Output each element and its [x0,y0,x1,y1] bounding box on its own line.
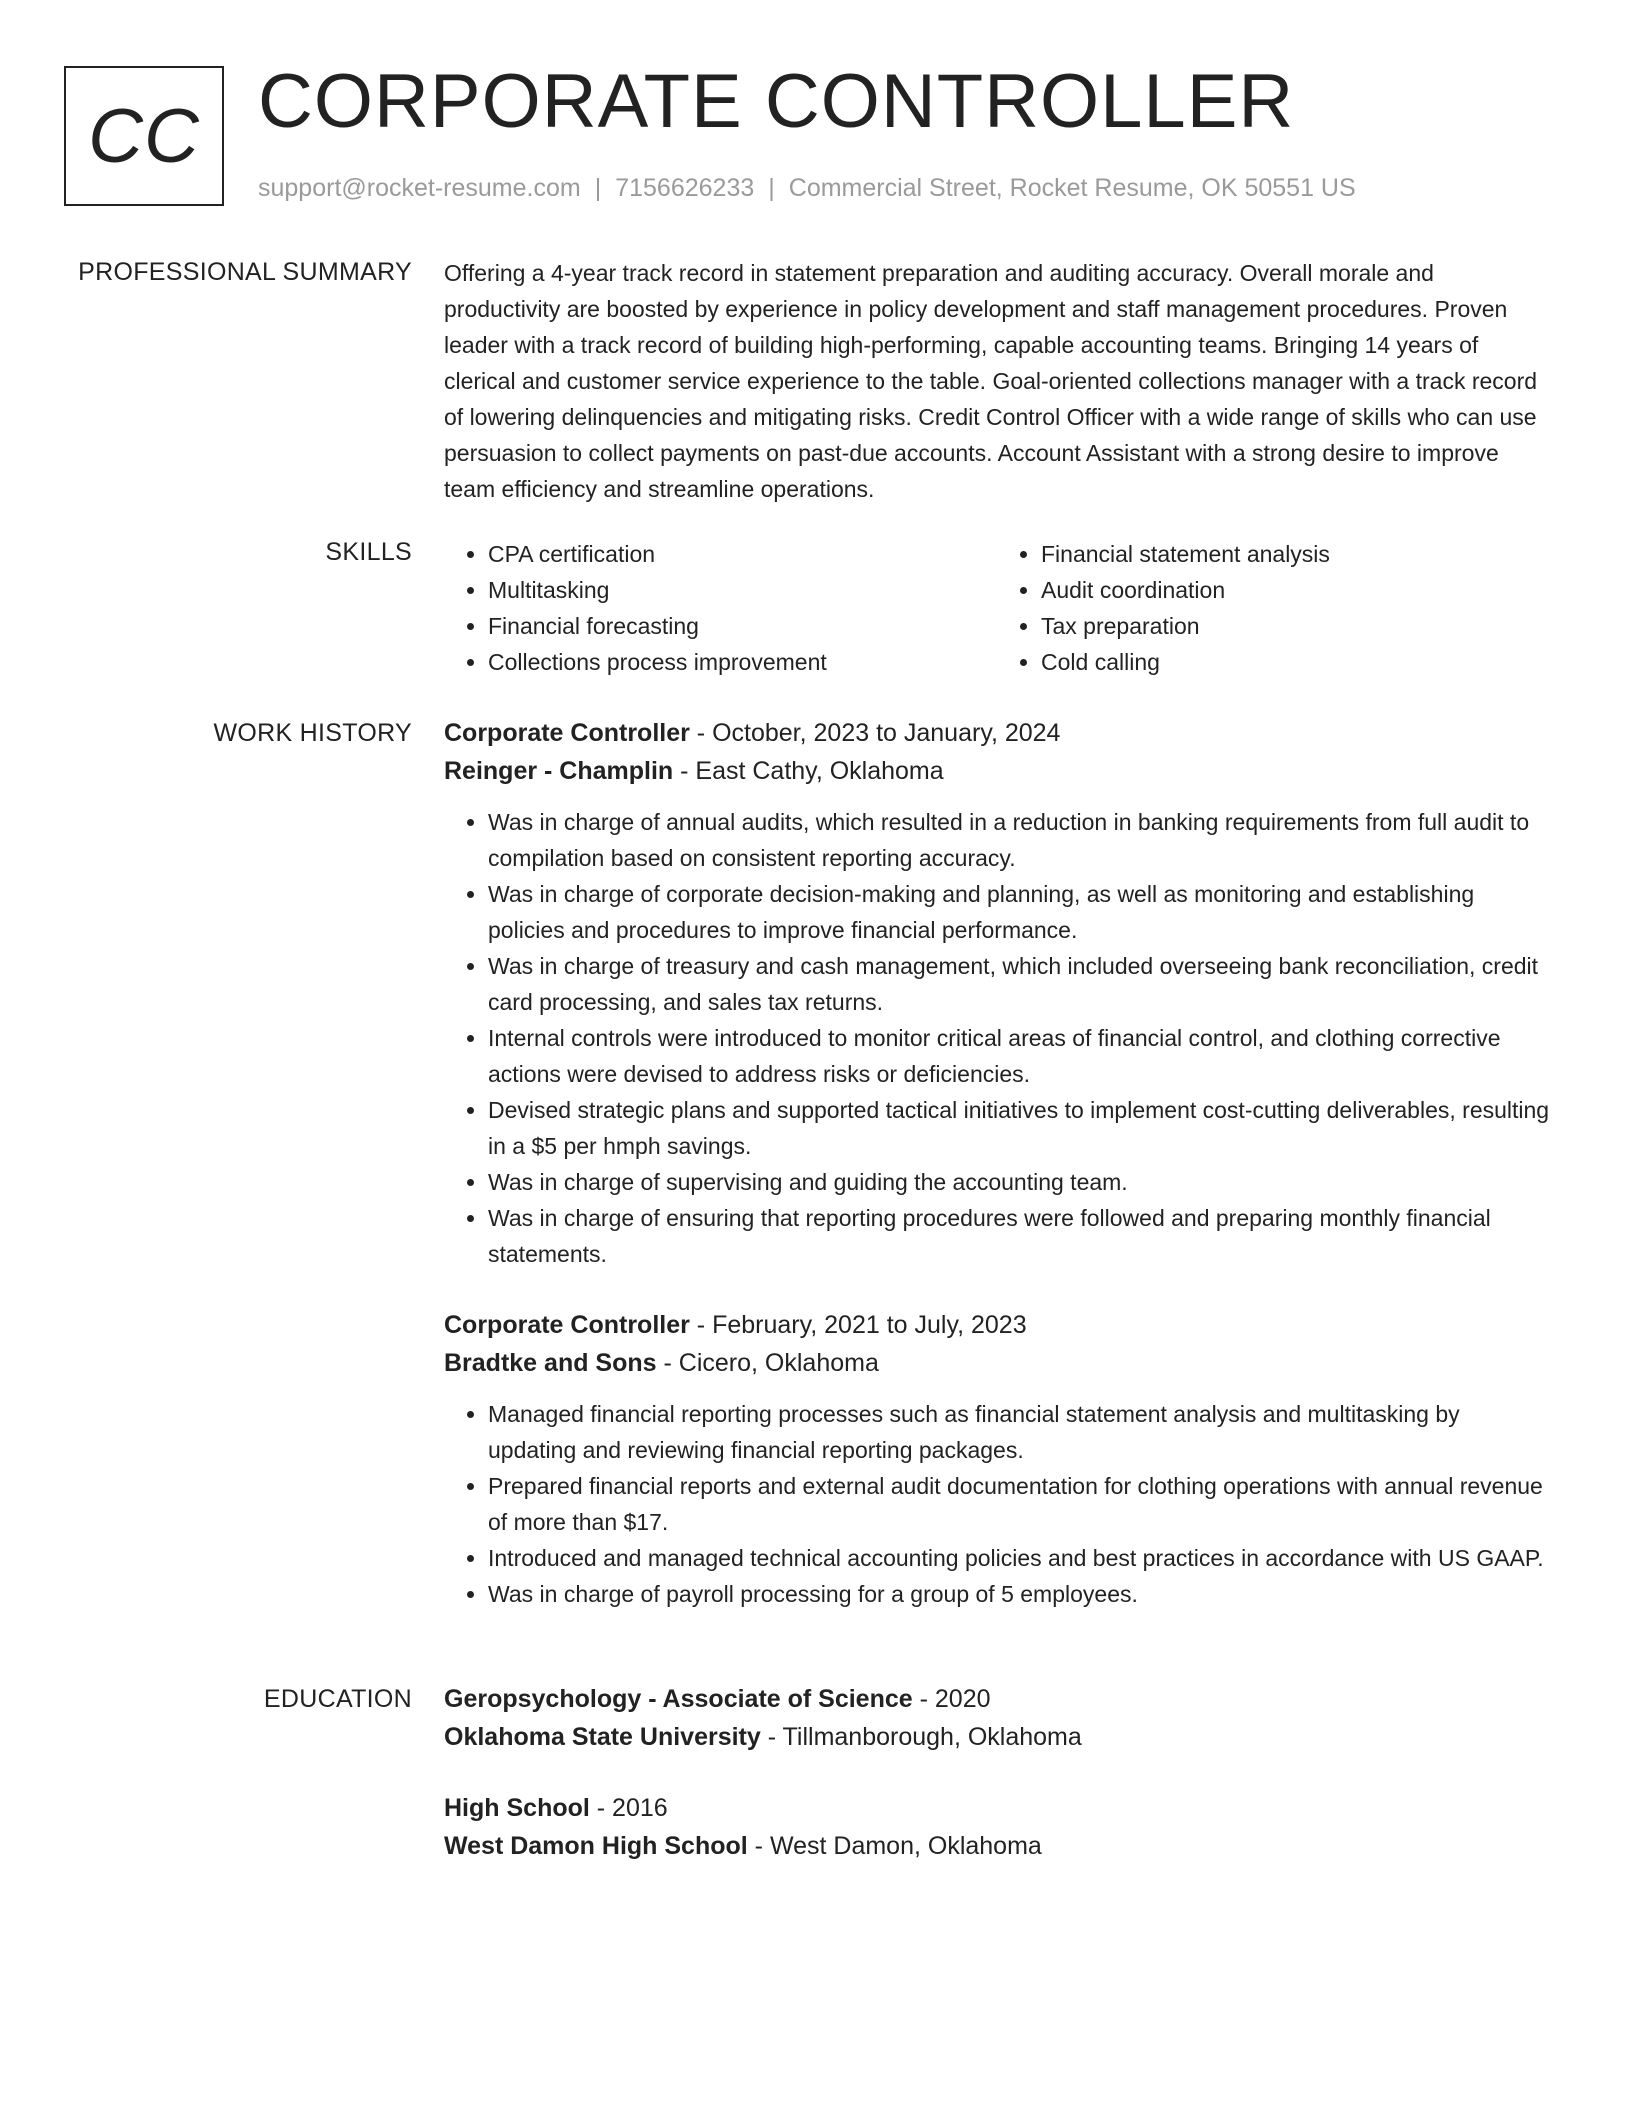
job-title: Corporate Controller [444,1311,690,1339]
skill-item: • Financial statement analysis [1041,536,1550,572]
job-dates: - February, 2021 to July, 2023 [689,1311,1027,1339]
job-bullet: • Managed financial reporting processes such as financial statement analysis and multitasking by updating and reviewing financial reporting packages. [488,1396,1550,1468]
contact-address: Commercial Street, Rocket Resume, OK 50551 US [788,174,1356,202]
skills-heading: SKILLS [325,538,412,566]
skill-item: • CPA certification [488,536,997,572]
education-entry [444,1680,1550,1756]
contact-line [258,174,1356,203]
skill-item: • Financial forecasting [488,608,997,644]
job-location: - East Cathy, Oklahoma [673,757,944,785]
education-school: Oklahoma State University [444,1723,761,1751]
contact-separator: | [594,174,602,202]
education-year: - 2020 [912,1685,991,1713]
skills-body [444,536,1550,680]
job-company-line [444,752,1550,790]
contact-phone: 7156626233 [615,174,755,202]
education-degree-line [444,1680,1550,1718]
job-title-line [444,714,1550,752]
job-bullet: • Was in charge of treasury and cash management, which included overseeing bank reconciliation, credit card processing, and sales tax returns. [488,948,1550,1020]
education-degree-line [444,1789,1550,1827]
skill-item: • Audit coordination [1041,572,1550,608]
education-school-line [444,1827,1550,1865]
job-bullet: • Devised strategic plans and supported tactical initiatives to implement cost-cutting deliverables, resulting in a $5 per hmph savings. [488,1092,1550,1164]
monogram-logo: CC [64,66,224,206]
summary-text: Offering a 4-year track record in statement preparation and auditing accuracy. Overall morale and productivity are boosted by experience in policy development and staff management procedures. Proven leader with a track record of building high-performing, capable accounting teams. Bringing 14 years of clerical and customer service experience to the table. Goal-oriented collections manager with a track record of lowering delinquencies and mitigating risks. Credit Control Officer with a wide range of skills who can use persuasion to collect payments on past-due accounts. Account Assistant with a strong desire to improve team efficiency and streamline operations. [444,260,1538,502]
job-bullet: • Was in charge of supervising and guiding the accounting team. [488,1164,1550,1200]
skill-item: • Multitasking [488,572,997,608]
job-bullet: • Was in charge of ensuring that reporting procedures were followed and preparing monthly financial statements. [488,1200,1550,1272]
job-title: Corporate Controller [444,719,690,747]
job-company: Reinger - Champlin [444,757,674,785]
education-degree: Geropsychology - Associate of Science [444,1685,913,1713]
summary-body [444,255,1550,507]
skills-grid [444,536,1550,680]
education-year: - 2016 [589,1794,668,1822]
education-heading: EDUCATION [263,1685,412,1713]
job-title-line [444,1306,1550,1344]
job-bullet: • Was in charge of corporate decision-making and planning, as well as monitoring and establishing policies and procedures to improve financial performance. [488,876,1550,948]
job-bullets [444,1396,1550,1612]
skill-item: • Collections process improvement [488,644,997,680]
summary-heading: PROFESSIONAL SUMMARY [78,258,412,286]
job-entry [444,714,1550,1272]
job-company: Bradtke and Sons [444,1349,657,1377]
job-entry [444,1306,1550,1612]
job-location: - Cicero, Oklahoma [656,1349,879,1377]
job-bullet: • Introduced and managed technical accounting policies and best practices in accordance with US GAAP. [488,1540,1550,1576]
skill-item: • Tax preparation [1041,608,1550,644]
skill-item: • Cold calling [1041,644,1550,680]
education-school: West Damon High School [444,1832,748,1860]
resume-name: CORPORATE CONTROLLER [258,59,1295,144]
education-entry [444,1789,1550,1865]
job-bullet: • Was in charge of payroll processing for a group of 5 employees. [488,1576,1550,1612]
job-bullet: • Prepared financial reports and external audit documentation for clothing operations with annual revenue of more than $17. [488,1468,1550,1540]
job-company-line [444,1344,1550,1382]
contact-separator: | [768,174,775,202]
contact-email: support@rocket-resume.com [258,174,581,202]
education-location: - Tillmanborough, Oklahoma [760,1723,1082,1751]
job-bullet: • Internal controls were introduced to monitor critical areas of financial control, and clothing corrective actions were devised to address risks or deficiencies. [488,1020,1550,1092]
education-degree: High School [444,1794,590,1822]
work-history-heading: WORK HISTORY [213,719,412,747]
job-dates: - October, 2023 to January, 2024 [689,719,1061,747]
job-bullet: • Was in charge of annual audits, which resulted in a reduction in banking requirements from full audit to compilation based on consistent reporting accuracy. [488,804,1550,876]
education-school-line [444,1718,1550,1756]
skills-column-left [444,536,997,680]
education-location: - West Damon, Oklahoma [747,1832,1042,1860]
skills-column-right [997,536,1550,680]
job-bullets [444,804,1550,1272]
